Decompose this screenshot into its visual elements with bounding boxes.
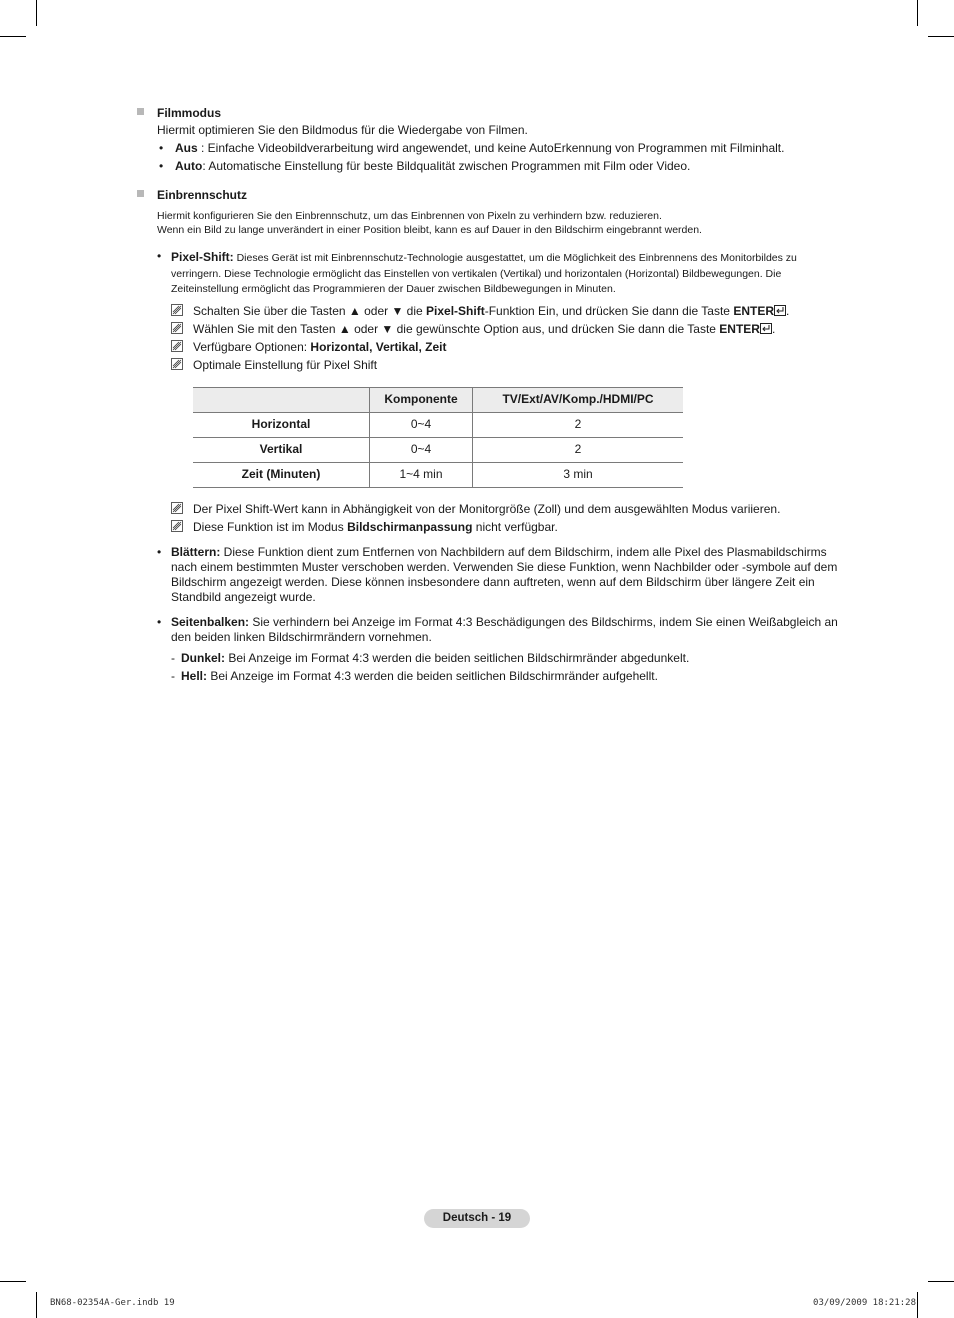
square-bullet-icon	[137, 190, 144, 197]
bullet-icon: •	[159, 159, 164, 173]
note-icon	[171, 322, 183, 334]
seitenbalken-options	[137, 651, 849, 684]
enter-key-icon	[760, 323, 772, 334]
table-cell: Zeit (Minuten)	[193, 462, 370, 487]
pixel-shift-table	[193, 387, 683, 488]
table-header-cell: Komponente	[370, 387, 473, 412]
table-cell: 2	[473, 437, 684, 462]
table-cell: 0~4	[370, 437, 473, 462]
note-icon	[171, 520, 183, 532]
filmmodus-description: Hiermit optimieren Sie den Bildmodus für die Wiedergabe von Filmen.	[157, 123, 528, 137]
pixel-shift-notes-after	[137, 502, 849, 535]
bullet-icon: •	[157, 544, 162, 559]
dash-bullet: -	[171, 650, 175, 665]
table-row	[193, 437, 683, 462]
bullet-icon: •	[157, 614, 162, 629]
note-icon	[171, 304, 183, 316]
note-item: Der Pixel Shift-Wert kann in Abhängigkeit von der Monitorgröße (Zoll) und dem ausgewählten Modus variieren.	[137, 502, 849, 517]
crop-mark	[0, 36, 26, 37]
table-cell: 1~4 min	[370, 462, 473, 487]
enter-key-icon	[774, 305, 786, 316]
table-cell: 2	[473, 412, 684, 437]
table-cell: Vertikal	[193, 437, 370, 462]
bullet-icon: •	[159, 141, 164, 155]
crop-mark	[928, 1281, 954, 1282]
note-icon	[171, 502, 183, 514]
page-number-badge: Deutsch - 19	[424, 1209, 530, 1228]
list-item: • Auto: Automatische Einstellung für beste Bildqualität zwischen Programmen mit Film oder Video.	[159, 159, 691, 173]
filmmodus-options	[137, 141, 849, 174]
table-cell: 0~4	[370, 412, 473, 437]
print-slug-right: 03/09/2009 18:21:28	[813, 1298, 916, 1308]
einbrennschutz-description: Hiermit konfigurieren Sie den Einbrennschutz, um das Einbrennen von Pixeln zu verhindern bzw. reduzieren. Wenn ein Bild zu lange unverändert in einer Position bleibt, kann es auf Dauer in den Bildschirm eingebrannt werden.	[157, 210, 702, 237]
table-header-cell: TV/Ext/AV/Komp./HDMI/PC	[473, 387, 684, 412]
print-slug-left: BN68-02354A-Ger.indb 19	[50, 1298, 175, 1308]
crop-mark	[928, 36, 954, 37]
pixel-shift-notes	[137, 304, 849, 373]
crop-mark	[0, 1281, 26, 1282]
bullet-icon: •	[157, 249, 162, 264]
list-item-seitenbalken: • Seitenbalken: Sie verhindern bei Anzeige im Format 4:3 Beschädigungen des Bildschirms, indem Sie einen Weißabgleich an den beiden linken Bildschirmrändern vornehmen. - Dunkel: Bei Anzeige im Format 4:3 werden die beiden seitlichen Bildschirmränder abgedunkelt. - Hell: Bei Anzeige im Format 4:3 werden die beiden seitlichen Bildschirmränder aufgehellt.	[137, 615, 849, 684]
dash-bullet: -	[171, 668, 175, 683]
list-item: • Aus : Einfache Videobildverarbeitung wird angewendet, und keine AutoErkennung von Programmen mit Filminhalt.	[159, 141, 785, 155]
note-item: Verfügbare Optionen: Horizontal, Vertikal, Zeit	[137, 340, 849, 355]
note-icon	[171, 358, 183, 370]
list-item-blaettern: • Blättern: Diese Funktion dient zum Entfernen von Nachbildern auf dem Bildschirm, indem alle Pixel des Plasmabildschirms nach einem bestimmten Muster verschoben werden. Verwenden Sie diese Funktion, wenn Nachbilder oder -symbole auf dem Bildschirm angezeigt werden. Diese können insbesondere dann auftreten, wenn auf dem Bildschirm über längere Zeit ein Standbild angezeigt wurde.	[157, 544, 838, 604]
crop-mark	[36, 0, 37, 26]
note-item: Schalten Sie über die Tasten ▲ oder ▼ die Pixel-Shift-Funktion Ein, und drücken Sie dann die Taste ENTER .	[137, 304, 849, 319]
table-header-row	[193, 387, 683, 412]
section-heading-einbrennschutz: Einbrennschutz	[137, 188, 849, 203]
table-header-cell	[193, 387, 370, 412]
note-item: Diese Funktion ist im Modus Bildschirmanpassung nicht verfügbar.	[137, 520, 849, 535]
crop-mark	[36, 1292, 37, 1318]
einbrennschutz-options	[137, 249, 849, 684]
table-cell: 3 min	[473, 462, 684, 487]
note-item: Optimale Einstellung für Pixel Shift	[137, 358, 849, 373]
note-item: Wählen Sie mit den Tasten ▲ oder ▼ die gewünschte Option aus, und drücken Sie dann die Taste ENTER .	[137, 322, 849, 337]
page-content	[137, 106, 849, 687]
list-item: - Dunkel: Bei Anzeige im Format 4:3 werden die beiden seitlichen Bildschirmränder abgedunkelt.	[171, 650, 690, 665]
crop-mark	[917, 0, 918, 26]
table-row	[193, 412, 683, 437]
list-item: - Hell: Bei Anzeige im Format 4:3 werden die beiden seitlichen Bildschirmränder aufgehellt.	[171, 668, 658, 683]
list-item-pixel-shift: • Pixel-Shift: Dieses Gerät ist mit Einbrennschutz-Technologie ausgestattet, um die Möglichkeit des Einbrennens des Monitorbildes zu verringern. Diese Technologie ermöglicht das Einstellen von vertikalen (Vertikal) und horizontalen (Horizontal) Bildbewegungen. Die Zeiteinstellung ermöglicht das Programmieren der Dauer zwischen Bildbewegungen in Minuten. Schalten Sie über die Tasten ▲ oder ▼ die Pixel-Shift-Funktion Ein, und drücken Sie dann die Taste ENTER . Wählen Sie mit den Tasten ▲ oder ▼ die gewünschte Option aus, und drücken Sie dann die Taste ENTER . Verfügbare Optionen: Horizontal, Vertikal, Zeit Optimale Einstellung für Pixel Shift Komponente TV/Ext/AV/Komp./HDMI/PC Horizontal 0~4 2 Vertikal 0~4 2 Zeit (Minuten) 1~4 min 3 min Der Pixel Shift-Wert kann in Abhängigkeit von der Monitorgröße (Zoll) und dem ausgewählten Modus variieren. Diese Funktion ist im Modus Bildschirmanpassung nicht verfügbar.	[137, 249, 849, 535]
table-row	[193, 462, 683, 487]
square-bullet-icon	[137, 108, 144, 115]
table-cell: Horizontal	[193, 412, 370, 437]
crop-mark	[917, 1292, 918, 1318]
note-icon	[171, 340, 183, 352]
section-heading-filmmodus: Filmmodus	[137, 106, 849, 121]
